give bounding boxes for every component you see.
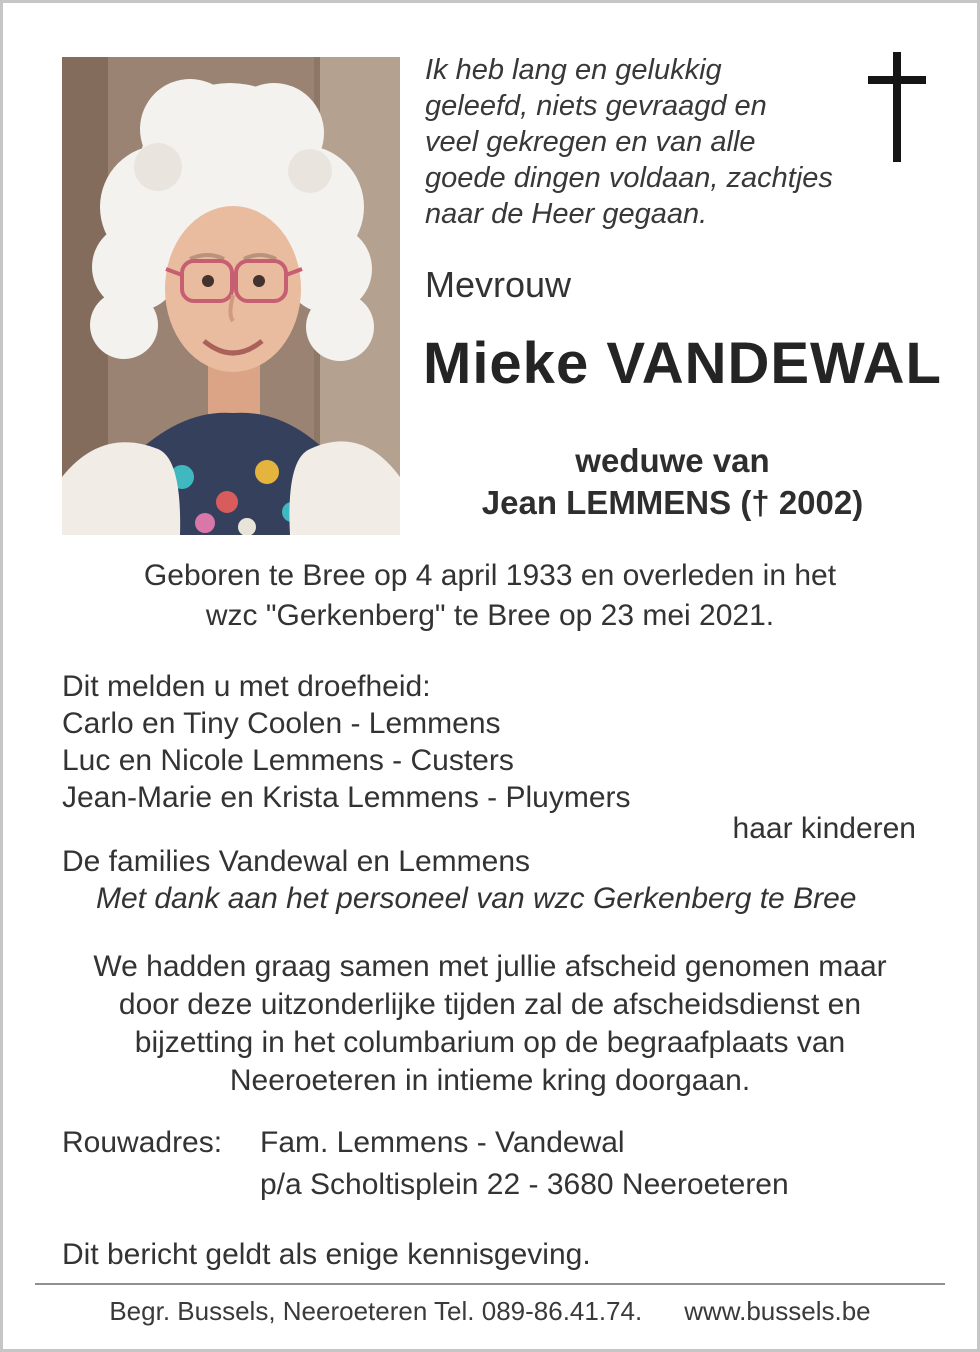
- single-notice-line: Dit bericht geldt als enige kennisgeving.: [62, 1238, 591, 1271]
- quote-line: goede dingen voldaan, zachtjes: [425, 162, 833, 194]
- deceased-name: Mieke VANDEWAL: [423, 331, 942, 396]
- message-line: bijzetting in het columbarium op de begraafplaats van: [134, 1026, 846, 1059]
- message-line: Neeroeteren in intieme kring doorgaan.: [229, 1064, 751, 1097]
- funeral-home-website: www.bussels.be: [684, 1296, 871, 1326]
- mourning-address-value: [260, 1122, 789, 1206]
- child-line: Jean-Marie en Krista Lemmens - Pluymers: [62, 781, 631, 814]
- birth-death-info: [0, 556, 980, 636]
- announcement-intro: Dit melden u met droefheid:: [62, 670, 431, 703]
- message-line: door deze uitzonderlijke tijden zal de afscheidsdienst en: [118, 988, 862, 1021]
- message-line: We hadden graag samen met jullie afscheid genomen maar: [93, 950, 887, 983]
- birth-death-line: Geboren te Bree op 4 april 1933 en overleden in het: [143, 559, 837, 592]
- quote-line: veel gekregen en van alle: [425, 126, 756, 158]
- spouse-name: Jean LEMMENS († 2002): [481, 484, 864, 521]
- quote-line: Ik heb lang en gelukkig: [425, 54, 722, 86]
- memorial-quote: [425, 52, 833, 232]
- child-line: Carlo en Tiny Coolen - Lemmens: [62, 707, 501, 740]
- mourning-address: [62, 1122, 789, 1206]
- families-line: De families Vandewal en Lemmens: [62, 845, 531, 878]
- latin-cross-icon: [868, 52, 926, 162]
- thanks-line: Met dank aan het personeel van wzc Gerkenberg te Bree: [96, 882, 857, 915]
- funeral-home-info: Begr. Bussels, Neeroeteren Tel. 089-86.41.74.: [109, 1296, 643, 1326]
- children-label: haar kinderen: [732, 812, 916, 845]
- quote-line: geleefd, niets gevraagd en: [425, 90, 767, 122]
- mourning-address-label: Rouwadres:: [62, 1126, 223, 1159]
- mourning-address-line: Fam. Lemmens - Vandewal: [260, 1126, 625, 1159]
- footer-divider: [35, 1283, 945, 1285]
- salutation: Mevrouw: [425, 264, 572, 305]
- child-line: Luc en Nicole Lemmens - Custers: [62, 744, 514, 777]
- quote-line: naar de Heer gegaan.: [425, 198, 708, 230]
- birth-death-line: wzc "Gerkenberg" te Bree op 23 mei 2021.: [205, 599, 775, 632]
- mourning-address-line: p/a Scholtisplein 22 - 3680 Neeroeteren: [260, 1168, 789, 1201]
- widow-of-label: weduwe van: [575, 442, 770, 479]
- family-announcement: [62, 668, 631, 816]
- ceremony-message: [0, 948, 980, 1100]
- widow-block: [400, 440, 945, 524]
- footer: [0, 1296, 980, 1327]
- portrait-photo: [62, 57, 400, 535]
